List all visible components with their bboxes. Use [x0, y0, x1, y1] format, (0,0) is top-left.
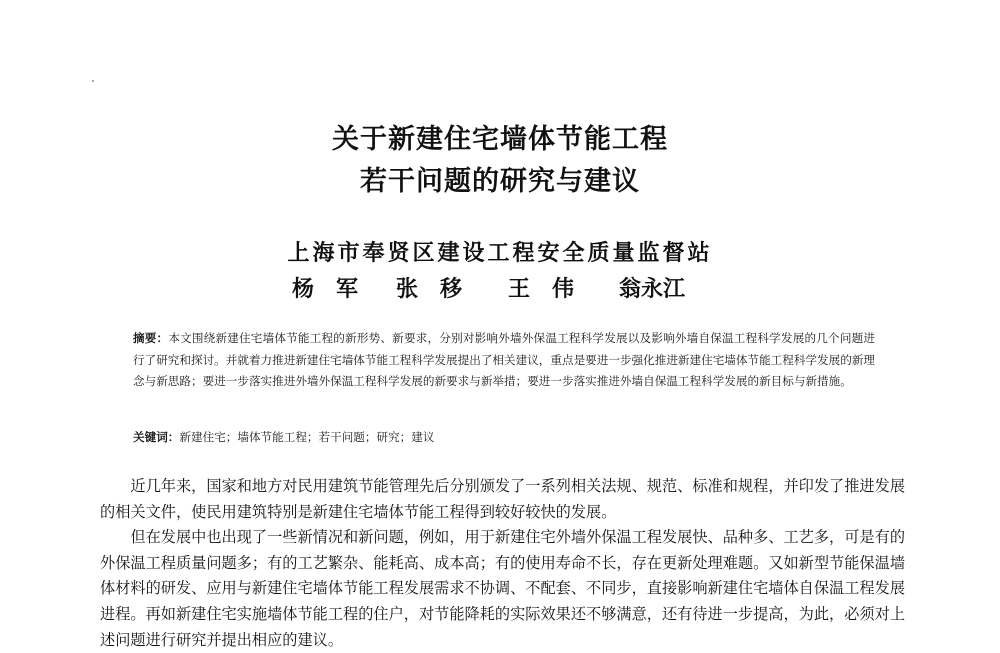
keywords [133, 427, 875, 447]
author-1: 杨 军 [292, 276, 359, 302]
keywords-label: 关键词： [133, 430, 180, 444]
abstract-text: 本文围绕新建住宅墙体节能工程的新形势、新要求，分别对影响外墙外保温工程科学发展以及影响外墙自保温工程科学发展的几个问题进行了研究和探讨。并就着力推进新建住宅墙体节能工程科学发展提出了相关建议，重点是要进一步强化推进新建住宅墙体节能工程科学发展的新理念与新思路；要进一步落实推进外墙外保温工程科学发展的新要求与新举措；要进一步落实推进外墙自保温工程科学发展的新目标与新措施。 [133, 331, 876, 389]
body-paragraph-1: 近几年来，国家和地方对民用建筑节能管理先后分别颁发了一系列相关法规、规范、标准和规程，并印发了推进发展的相关文件，使民用建筑特别是新建住宅墙体节能工程得到较好较快的发展。 [100, 477, 905, 521]
keywords-text: 新建住宅；墙体节能工程；若干问题；研究；建议 [179, 430, 435, 444]
title-line-1: 关于新建住宅墙体节能工程 [332, 124, 668, 155]
scan-speck [92, 80, 94, 82]
author-list [0, 272, 1000, 302]
affiliation: 上海市奉贤区建设工程安全质量监督站 [287, 240, 713, 266]
title-line-2: 若干问题的研究与建议 [360, 166, 640, 197]
abstract-label: 摘要： [133, 331, 169, 345]
body-paragraph-2: 但在发展中也出现了一些新情况和新问题，例如，用于新建住宅外墙外保温工程发展快、品种多、工艺多，可是有的外保温工程质量问题多；有的工艺繁杂、能耗高、成本高；有的使用寿命不长，存在更新处理难题。又如新型节能保温墙体材料的研发、应用与新建住宅墙体节能工程发展需求不协调、不配套、不同步，直接影响新建住宅墙体自保温工程发展进程。再如新建住宅实施墙体节能工程的住户，对节能降耗的实际效果还不够满意，还有待进一步提高，为此，必须对上述问题进行研究并提出相应的建议。 [100, 528, 905, 649]
body-text [100, 474, 905, 653]
author-4: 翁永江 [619, 276, 686, 302]
author-3: 王 伟 [508, 276, 575, 302]
author-2: 张 移 [396, 276, 463, 302]
abstract [133, 328, 875, 393]
